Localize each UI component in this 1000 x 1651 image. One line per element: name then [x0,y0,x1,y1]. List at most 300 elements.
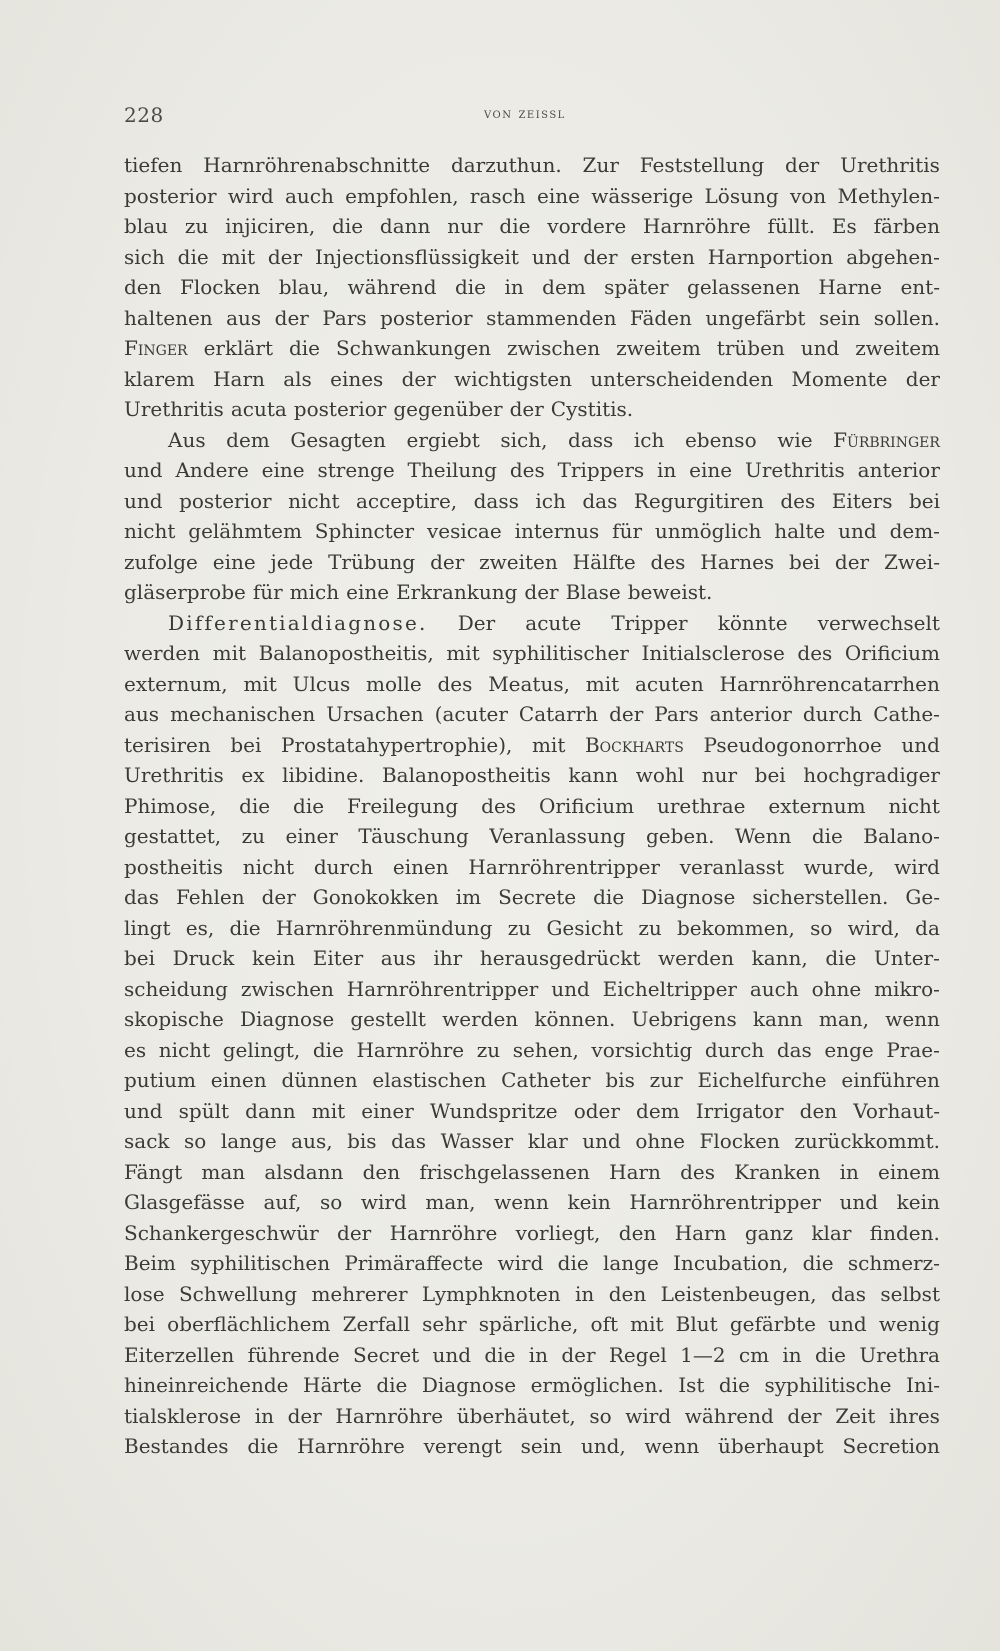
word: die [376,1373,408,1397]
word: in [575,1281,595,1306]
word: empfohlen, [345,183,459,208]
word: molle [366,671,422,696]
word: spärliche, [478,1312,579,1336]
word: mit [311,1098,346,1123]
word: in [528,1342,549,1367]
word: ohne [811,976,862,1001]
word: in [782,1342,802,1367]
word: Uebrigens [631,1007,737,1031]
word: und [124,458,163,482]
word: verwechselt [817,610,940,635]
word: Schwellung [178,1281,298,1306]
text-line [124,1401,940,1432]
word: Pseudogonorrhoe [703,732,882,757]
word: Balanopostheitis, [258,641,434,665]
text-line [124,303,940,334]
word: so [184,1129,207,1153]
text-line [124,791,940,822]
word: vorsichtig [591,1037,693,1062]
word: Secret [353,1342,420,1367]
word: acuten [634,671,704,696]
word: bei [789,549,821,574]
word: während [347,275,437,299]
running-head: von zeissl [484,106,566,122]
word: wässerige [591,183,694,208]
text-line [124,1248,940,1279]
word: Methylen- [837,183,940,208]
word: den [362,1159,401,1184]
word: und [828,1312,867,1336]
word: wird [894,854,940,879]
word: Wenn [734,824,792,848]
word: das [391,1129,427,1153]
word: einer [361,1098,414,1123]
word: auf, [263,1190,302,1214]
word: zweitem [855,336,940,360]
word: aus [226,305,262,330]
word: die [454,275,487,299]
word: mit [221,244,255,269]
word: nicht [888,793,940,818]
word: ohne [635,1129,685,1153]
word: wichtigsten [454,366,572,391]
word: darzuthun. [450,153,562,177]
word: Eiter [312,946,364,970]
word: und [551,976,590,1001]
word: wohl [635,763,685,787]
word: Prostatahypertrophie), [281,732,513,757]
word: bei [908,488,940,513]
word: lingt [124,915,171,940]
word: acceptire, [355,488,458,513]
text-line [124,547,940,578]
word: zu [476,1037,501,1062]
word: der [609,702,644,726]
word: das [124,885,159,909]
word: ermöglichen. [530,1373,664,1397]
word: einen [392,854,449,879]
word: Diagnose [239,1007,335,1031]
word: jede [270,549,314,574]
word: Secretion [842,1434,940,1458]
word: Druck [172,946,235,970]
word: in [839,1159,859,1184]
text-line [124,455,940,486]
word: und [800,336,840,360]
word: Schankergeschwür [124,1220,319,1245]
word: vorliegt, [515,1220,601,1245]
word: aus [380,946,416,970]
word: der [267,244,303,269]
word: eine [346,580,390,604]
word: stammenden [486,305,617,330]
word: und [838,519,877,543]
word: zu [184,214,209,238]
word: frischgelassenen [419,1159,590,1184]
word: Härte [303,1373,362,1397]
word: werden [124,641,201,665]
text-line [124,425,940,456]
word: gestellt [350,1007,426,1031]
word: können. [534,1007,616,1031]
word: des [797,641,833,665]
word: die [718,1373,750,1397]
word: sack [124,1129,170,1153]
word: Harnröhrenmündung [275,915,493,940]
word: veranlasst [679,854,785,879]
text-line [124,821,940,852]
word: die [288,336,320,360]
word: so [319,1190,343,1214]
word: ex [241,763,265,787]
word: Meatus, [488,671,570,696]
word: kein [567,1190,611,1214]
word: Erkrankung [396,580,518,604]
word: strenge [317,458,395,482]
text-line [124,394,940,425]
word: Zur [582,153,619,177]
word: wird [625,1403,672,1428]
word: der [274,305,309,330]
word: alsdann [264,1159,344,1184]
word: Der [457,610,496,635]
word: der [834,549,870,574]
word: des [509,458,545,482]
word: man, [818,1007,870,1031]
word: Urethritis [124,763,224,787]
word: Gesicht [546,915,624,940]
word: in [504,275,524,299]
word: das [582,488,618,513]
word: Aus [168,427,206,452]
word: Diagnose [641,885,736,909]
text-line [124,364,940,395]
word: der [261,885,296,909]
word: aus, [291,1129,333,1153]
word: den [608,1281,647,1306]
word: in [254,1403,274,1428]
word: mit [212,641,247,665]
word: eines [330,366,384,391]
word: bis [605,1068,635,1092]
word: Fängt [124,1159,183,1184]
word: Unter- [873,946,940,970]
word: ergiebt [406,427,480,452]
word: die [484,1342,516,1367]
word: füllt. [767,214,816,238]
word: syphilitischen [190,1251,331,1275]
word: Theilung [407,458,497,482]
word: cm [738,1342,770,1367]
word: Harnröhrentripper [629,1190,821,1214]
word: (acuter [434,702,508,726]
word: Harnröhrencatarrhen [719,671,940,696]
word: eine [212,549,256,574]
word: ent- [900,275,940,299]
word: libidine. [282,763,365,787]
word: eine [689,458,733,482]
text-line [124,516,940,547]
text-line [124,760,940,791]
word: so [589,1403,612,1428]
text-line [124,181,940,212]
word: ungefärbt [705,305,806,330]
word: Zwei- [883,549,940,574]
word: der [583,244,618,269]
text-line [124,486,940,517]
word: sehr [422,1312,467,1336]
word: und [124,1098,163,1123]
word: Ulcus [292,671,351,696]
word: man [201,1159,246,1184]
word: Veranlassung [489,824,626,848]
word: kann [568,763,619,787]
text-line [124,150,940,181]
word: trüben [716,336,785,360]
word: 1—2 [680,1342,726,1367]
word: durch [313,854,374,879]
word: Lymphknoten [421,1281,561,1306]
word: überhaupt [718,1434,824,1458]
word: der [787,1403,822,1428]
word: bei [124,946,156,970]
word: aus [124,702,160,726]
word: ihr [433,946,463,970]
page-header [124,103,940,129]
word: dem [542,275,586,299]
word: einem [878,1159,940,1184]
word: Eicheltripper [602,976,737,1001]
word: blau, [278,275,330,299]
text-line [124,699,940,730]
word: die [312,1037,344,1062]
text-line [124,272,940,303]
word: hineinreichende [124,1373,289,1397]
word: Tripper [611,610,688,635]
text-line [124,1065,940,1096]
word: in [657,458,677,482]
word: Ge- [905,885,940,909]
word: nicht [242,854,295,879]
text-line [124,242,940,273]
word: bei [124,1312,156,1336]
word: anterior [709,702,792,726]
word: dass [568,427,614,452]
text-line [124,1340,940,1371]
word: Vorhaut- [853,1098,940,1123]
word: werden [442,1007,519,1031]
word: färben [873,214,940,238]
word: bekommen, [677,915,795,940]
word: sein [520,1434,563,1458]
text-line [124,974,940,1005]
word: Flocken [179,275,261,299]
word: ersten [630,244,695,269]
word: herausgedrückt [479,946,641,970]
word: oberflächlichem [167,1312,331,1336]
word: den [799,1098,838,1123]
word: Diagnose [421,1373,517,1397]
word: man, [425,1190,476,1214]
word: zu [241,824,266,848]
word: finden. [869,1220,940,1245]
word: wird, [847,915,900,940]
word: nicht [288,488,340,513]
word: Urethritis [744,458,845,482]
word: nur [701,763,738,787]
word: Orificium [844,641,940,665]
word: mit [446,641,480,665]
text-line [124,1035,940,1066]
word: Prae- [886,1037,940,1062]
text-line [124,669,940,700]
word: Eichelfurche [697,1068,827,1092]
word: injiciren, [225,214,316,238]
word: anterior [857,458,940,482]
word: nicht [124,519,176,543]
word: nicht [158,1037,211,1062]
word: die [229,915,261,940]
word: terisiren [124,732,211,757]
word: erklärt [203,336,273,360]
word: Fehlen [175,885,245,909]
word: gefärbte [729,1312,817,1336]
word: könnte [717,610,788,635]
word: mit [585,671,620,696]
word: mit [243,671,277,696]
word: lose [124,1281,165,1306]
word: wenig [878,1312,940,1336]
word: den [124,275,162,299]
word: elastischen [372,1068,487,1092]
word: acuta [230,397,287,421]
word: bei [230,732,262,757]
word: zurückkommt. [794,1129,940,1153]
word: mit [630,1312,664,1336]
word: Regurgitiren [633,488,764,513]
word: des [481,793,517,818]
word: unmöglich [654,519,762,543]
text-line [124,730,940,761]
word: einen [210,1068,267,1092]
text-line [124,882,940,913]
word: mikro- [874,976,940,1001]
word: und [432,1342,472,1367]
word: gelähmtem [188,519,302,543]
text-line [124,1279,940,1310]
word: da [915,915,940,940]
word: mich [289,580,340,604]
word: sehen, [512,1037,579,1062]
word: gelingt, [222,1037,301,1062]
word: die [177,244,209,269]
word: dem [636,1098,680,1123]
text-line [124,1187,940,1218]
word: Pars [322,305,367,330]
word: auch [749,976,799,1001]
word: Wasser [440,1129,514,1153]
word: einer [285,824,338,848]
word: Cystitis. [550,397,634,421]
word: der [401,366,436,391]
word: ebenso [684,427,757,452]
word: Schwankungen [335,336,492,360]
text-line [124,943,940,974]
word: der [287,1403,322,1428]
word: Secrete [498,885,577,909]
word: während [684,1403,774,1428]
word: hochgradiger [803,763,940,787]
word: und [901,732,940,757]
word: Täuschung [358,824,469,848]
text-line [124,1096,940,1127]
word: gegenüber [393,397,503,421]
word: Harnröhre [297,1434,405,1458]
word: Harnes [700,549,775,574]
word: spült [178,1098,230,1123]
word: unterscheidenden [590,366,774,391]
word: Gesagten [290,427,386,452]
word: Harn [609,1159,661,1184]
word: dass [473,488,519,513]
word: eine [261,458,305,482]
word: Ini- [906,1373,940,1397]
word: Freilegung [346,793,459,818]
word: und [582,1129,621,1153]
word: Harnröhre [356,1037,465,1062]
word: dann [245,1098,296,1123]
word: dem [226,427,270,452]
word: zwischen [507,336,601,360]
word: Harn [674,1220,727,1245]
word: zur [649,1068,683,1092]
word: die [811,824,843,848]
word: zweiten [479,549,558,574]
word: Primäraffecte [344,1251,484,1275]
text-line [124,1370,940,1401]
word: so [810,915,833,940]
word: die [802,1251,834,1275]
word: geben. [645,824,715,848]
word: der [905,366,940,391]
word: die [332,214,364,238]
word: der [561,1342,596,1367]
word: Fäden [629,305,692,330]
word: des [680,1159,716,1184]
word: Balano- [863,824,940,848]
word: zu [638,915,662,940]
text-line [124,1431,940,1462]
word: Zeit [835,1403,876,1428]
text-line [124,333,940,364]
word: Cathe- [873,702,940,726]
word: und [839,1190,879,1214]
word: lange [220,1129,277,1153]
word: tialsklerose [124,1403,242,1428]
text-line [124,608,940,639]
word: internus [514,519,600,543]
word: Andere [175,458,249,482]
word: lange [602,1251,659,1275]
word: von [789,183,827,208]
word: wurde, [803,854,875,879]
word: Eiters [831,488,893,513]
word: Harn [213,366,265,391]
word: werden [657,946,735,970]
word: die [239,793,271,818]
word: überhäutet, [456,1403,576,1428]
word: sein [818,305,861,330]
